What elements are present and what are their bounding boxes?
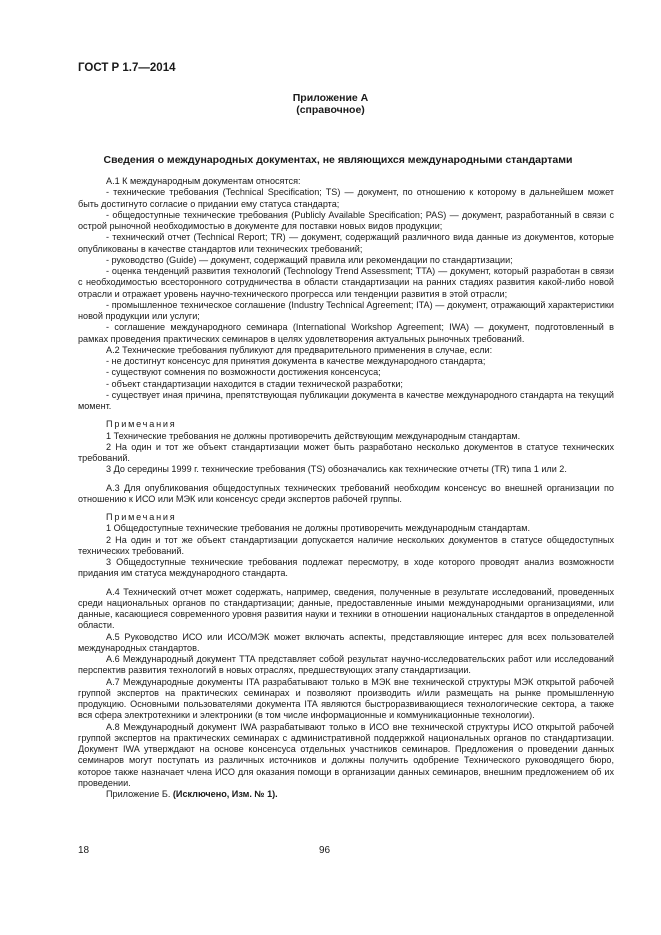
list-item-iwa: - соглашение международного семинара (International Workshop Agreement; IWA) — документ, подготовленный в рамках проведения практических семинаров в целях удовлетворения актуальных рыночных требований. (78, 322, 614, 344)
list-item-ita: - промышленное техническое соглашение (Industry Technical Agreement; ITA) — документ, отражающий характеристики новой продукции или услуги; (78, 299, 614, 321)
list-item-pas: - общедоступные технические требования (Publicly Available Specification; PAS) — документ, разработанный в связи с острой рыночной необходимостью в документе для поставки новых видов продукции; (78, 209, 614, 231)
list-item: - существует иная причина, препятствующая публикации документа в качестве международного стандарта на текущий момент. (78, 389, 614, 411)
document-header: ГОСТ Р 1.7—2014 (78, 62, 176, 74)
page-number-left: 18 (78, 845, 90, 856)
list-item: - существуют сомнения по возможности достижения консенсуса; (106, 367, 381, 378)
appendix-title: Приложение А (292, 92, 369, 104)
paragraph-a3: А.3 Для опубликования общедоступных технических требований необходим консенсус во внешней организации по отношению к ИСО или МЭК или консенсус среди экспертов рабочей группы. (78, 482, 614, 504)
section-title: Сведения о международных документах, не являющихся международными стандартами (103, 154, 573, 166)
note-item: 1 Общедоступные технические требования не должны противоречить международным стандартам. (106, 523, 530, 534)
list-item-tr: - технический отчет (Technical Report; TR) — документ, содержащий различного вида данные из документов, которые опубликованы в качестве стандартов или технических требований; (78, 232, 614, 254)
paragraph-a2: А.2 Технические требования публикуют для предварительного применения в случае, если: (106, 344, 493, 355)
note-item: 2 На один и тот же объект стандартизации может быть разработано несколько документов в статусе технических требований. (78, 441, 614, 463)
paragraph-a7: А.7 Международные документы ITA разрабатывают только в МЭК вне технической структуры МЭК открытой рабочей группой экспертов на практических семинарах и позволяют производить и/или размещать на рынке промышленную продукцию. Основными пользователями документа ITA являются быстроразвивающиеся технологические сектора, а также вся сфера электротехники и электроники (в том числе информационные и коммуникационные технологии). (78, 676, 614, 721)
appendix-subtitle: (справочное) (296, 104, 365, 116)
note-item: 3 До середины 1999 г. технические требования (TS) обозначались как технические отчеты (TR) типа 1 или 2. (106, 464, 567, 475)
closing-bold: (Исключено, Изм. № 1). (172, 789, 278, 799)
closing-line (78, 789, 614, 800)
notes-heading: Примечания (106, 512, 177, 522)
list-item-tta: - оценка тенденций развития технологий (Technology Trend Assessment; TTA) — документ, который разработан в связи с необходимостью всесторонного сотрудничества в области стандартизации на ранних стадиях развития какой-либо новой отрасли и отражает уровень научно-технического прогресса или тенденции развития в этой отрасли; (78, 266, 614, 299)
notes-heading: Примечания (106, 419, 177, 430)
note-item: 1 Технические требования не должны противоречить действующим международным стандартам. (106, 430, 521, 441)
list-item: - объект стандартизации находится в стадии технической разработки; (106, 378, 403, 389)
paragraph-a8: А.8 Международный документ IWA разрабатывают только в ИСО вне технической структуры ИСО открытой рабочей группой экспертов на практических семинарах с административной поддержкой национальных органов по стандартизации. Документ IWA утверждают на основе консенсуса отдельных участников семинаров. Предложения о проведении данных семинаров могут поступать из различных источников и должны получить одобрение Технического руководящего бюро, которое также назначает члена ИСО для оказания помощи в организации данных семинаров, внешним предложением об их проведении. (78, 721, 614, 788)
paragraph-a1: А.1 К международным документам относятся: (106, 176, 301, 186)
page-number-center: 96 (319, 845, 331, 856)
list-item-ts: - технические требования (Technical Specification; TS) — документ, по отношению к которому в дальнейшем может быть достигнуто согласие о придании ему статуса стандарта; (78, 187, 614, 209)
list-item: - не достигнут консенсус для принятия документа в качестве международного стандарта; (106, 356, 486, 366)
note-item: 3 Общедоступные технические требования подлежат пересмотру, в ходе которого проводят анализ возможности придания им статуса международного стандарта. (78, 557, 614, 579)
note-item: 2 На один и тот же объект стандартизации допускается наличие нескольких документов в статусе общедоступных технических требований. (78, 534, 614, 556)
paragraph-a4: А.4 Технический отчет может содержать, например, сведения, полученные в результате исследований, проведенных среди национальных органов по стандартизации; данные, предоставленные иными международными организациями, или данные, касающиеся современного уровня развития науки и техники в отношении национальных стандартов в определенной области. (78, 586, 614, 631)
closing-prefix: Приложение Б. (106, 789, 171, 799)
list-item-guide: - руководство (Guide) — документ, содержащий правила или рекомендации по стандартизации; (106, 254, 513, 265)
paragraph-a5: А.5 Руководство ИСО или ИСО/МЭК может включать аспекты, представляющие интерес для всех пользователей международных стандартов. (78, 631, 614, 653)
body-text (78, 176, 614, 800)
paragraph-a6: А.6 Международный документ TTA представляет собой результат научно-исследовательских работ или исследований перспектив развития технологий в новых отраслях, предшествующих этапу стандартизации. (78, 654, 614, 676)
